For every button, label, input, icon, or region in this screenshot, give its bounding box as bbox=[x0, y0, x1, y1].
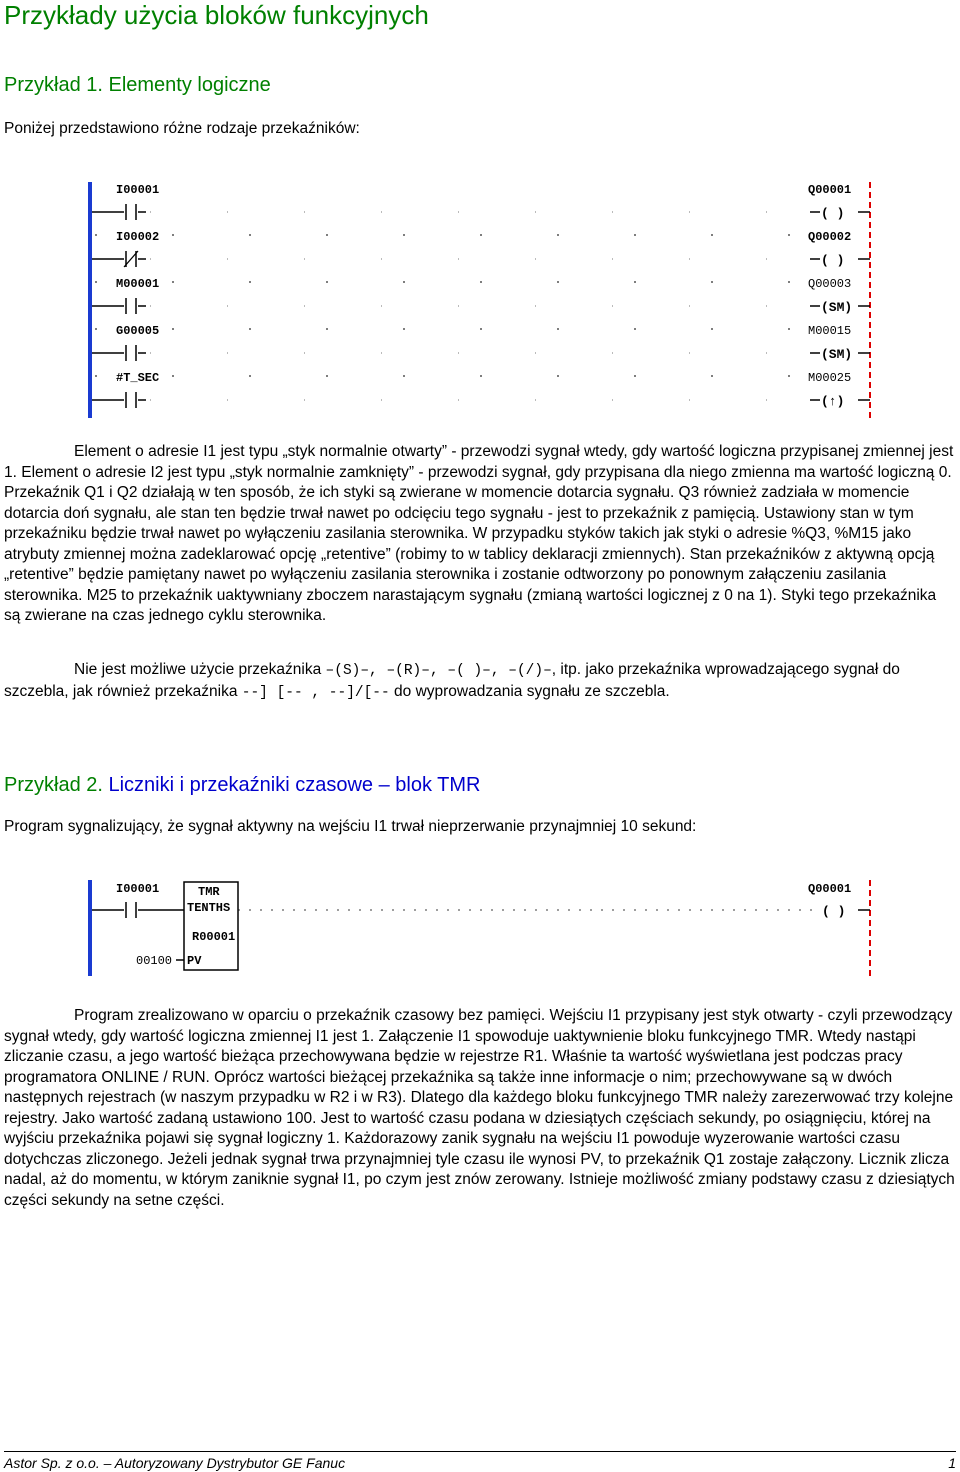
contact-symbols-code: --] [-- , --]/[-- bbox=[241, 684, 390, 701]
rung-coil-symbol: (↑) bbox=[821, 394, 845, 409]
ladder-diagram-1 bbox=[88, 178, 878, 418]
example1-paragraph2: Nie jest możliwe użycie przekaźnika –(S)–, –(R)–, –( )–, –(/)–, itp. jako przekaźnika wprowadzającego sygnał do szczebla, jak również przekaźnika --] [-- , --]/[-- do wyprowadzania sygnału ze szczebla. bbox=[4, 661, 900, 701]
tmr-contact-label: I00001 bbox=[116, 882, 160, 896]
rung-coil-label: Q00001 bbox=[808, 183, 852, 197]
page-number: 1 bbox=[948, 1455, 956, 1471]
rung-coil-symbol: (SM) bbox=[821, 347, 853, 362]
rung-contact-label: I00002 bbox=[116, 230, 160, 244]
page-title: Przykłady użycia bloków funkcyjnych bbox=[4, 0, 429, 30]
left-power-rail bbox=[88, 880, 92, 976]
example2-intro: Program sygnalizujący, że sygnał aktywny na wejściu I1 trwał nieprzerwanie przynajmniej 10 sekund: bbox=[4, 818, 697, 835]
rung-coil-symbol: (SM) bbox=[821, 300, 853, 315]
tmr-preset-value: 00100 bbox=[136, 954, 173, 968]
rung-contact-label: #T_SEC bbox=[116, 371, 160, 385]
example1-paragraph1: Element o adresie I1 jest typu „styk normalnie otwarty” - przewodzi sygnał wtedy, gdy wartość logiczna przypisanej zmiennej jest 1. Element o adresie I2 jest typu „styk normalnie zamknięty” - przewodzi sygnał, gdy przypisana dla niego zmienna ma wartość logiczną 0. Przekaźnik Q1 i Q2 działają w ten sposób, że ich styki są zwierane w momencie dotarcia sygnału. Q3 również zadziała w momencie dotarcia doń sygnału, ale stan ten będzie trwał nawet po odcięciu tego sygnału - jest to przekaźnik z pamięcią. Ustawiony stan w tym przekaźniku będzie trwał nawet po wyłączeniu zasilania sterownika. W przypadku styków takich jak styki o adresie %Q3, %M15 jako atrybuty zmiennej można zadeklarować opcję „retentive” (robimy to w tablicy deklaracji zmiennych). Stan przekaźników z aktywną opcją „retentive” będzie pamiętany nawet po wyłączeniu zasilania sterownika i zostanie odtworzony po ponownym załączeniu zasilania sterownika. M25 to przekaźnik uaktywniany zboczem narastającym sygnału (zmianą wartości logicznej z 0 na 1). Styki tego przekaźnika są zwierane na czas jednego cyklu sterownika. bbox=[4, 443, 954, 624]
rung-coil-label: M00015 bbox=[808, 324, 852, 338]
rung-coil-symbol: ( ) bbox=[821, 206, 845, 221]
tmr-block-pv: PV bbox=[187, 954, 202, 968]
rung-coil-label: Q00002 bbox=[808, 230, 852, 244]
rung-contact-label: M00001 bbox=[116, 277, 160, 291]
footer-text: Astor Sp. z o.o. – Autoryzowany Dystrybutor GE Fanuc bbox=[4, 1455, 346, 1471]
rung-coil-symbol: ( ) bbox=[821, 253, 845, 268]
ladder-diagram-2 bbox=[88, 876, 878, 976]
tmr-block-register: R00001 bbox=[192, 930, 236, 944]
left-power-rail bbox=[88, 182, 92, 418]
coil-symbols-code: –(S)–, –(R)–, –( )–, –(/)– bbox=[325, 663, 552, 679]
rung-coil-label: M00025 bbox=[808, 371, 852, 385]
rung-contact-label: G00005 bbox=[116, 324, 160, 338]
rung-contact-label: I00001 bbox=[116, 183, 160, 197]
tmr-coil-symbol: ( ) bbox=[822, 904, 846, 919]
tmr-coil-label: Q00001 bbox=[808, 882, 852, 896]
tmr-block-base: TENTHS bbox=[187, 901, 231, 915]
example2-heading-link[interactable]: Liczniki i przekaźniki czasowe – blok TMR bbox=[108, 774, 481, 796]
rung-coil-label: Q00003 bbox=[808, 277, 852, 291]
tmr-block-type: TMR bbox=[198, 885, 220, 899]
example1-heading: Przykład 1. Elementy logiczne bbox=[4, 74, 271, 96]
page-footer bbox=[4, 1451, 956, 1471]
example2-paragraph: Program zrealizowano w oparciu o przekaźnik czasowy bez pamięci. Wejściu I1 przypisany jest styk otwarty - czyli przewodzący sygnał wtedy, gdy wartość logiczna zmiennej I1 jest 1. Załączenie I1 spowoduje uaktywnienie bloku funkcyjnego TMR. Wtedy nastąpi zliczanie czasu, a jego wartość bieżąca przechowywana będzie w rejestrze R1. Właśnie ta wartość wyświetlana jest podczas pracy programatora ONLINE / RUN. Oprócz wartości bieżącej przekaźnika są także inne informacje o nim; przechowywane są w dwóch następnych rejestrach (w naszym przypadku w R2 i w R3). Dlatego dla każdego bloku funkcyjnego TMR należy zarezerwować trzy kolejne rejestry. Jako wartość zadaną ustawiono 100. Jest to wartość czasu podana w dziesiątych częściach sekundy, po osiągnięciu, której na wyjściu przekaźnika pojawi się sygnał logiczny 1. Każdorazowy zanik sygnału na wejściu I1 powoduje wyzerowanie wartości czasu dotychczas zliczonego. Jeżeli jednak sygnał trwa przynajmniej tyle czasu ile wynosi PV, to przekaźnik Q1 zostaje załączony. Licznik zlicza nadal, aż do momentu, w którym zaniknie sygnał I1, po czym jest znów zerowany. Istnieje możliwość zmiany podstawy czasu z dziesiątych części sekundy na setne części. bbox=[4, 1007, 955, 1209]
example2-heading: Przykład 2. Liczniki i przekaźniki czasowe – blok TMR bbox=[4, 774, 481, 796]
example1-intro: Poniżej przedstawiono różne rodzaje przekaźników: bbox=[4, 120, 360, 137]
